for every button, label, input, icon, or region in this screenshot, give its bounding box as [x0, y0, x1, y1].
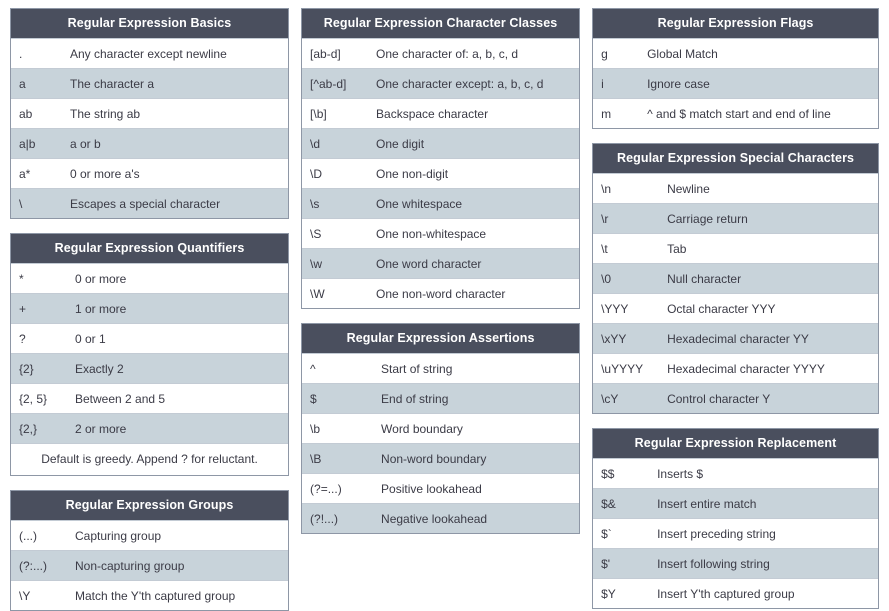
row-value: Insert following string — [657, 556, 770, 571]
table-row — [302, 38, 579, 68]
table-row — [302, 413, 579, 443]
table-row — [593, 458, 878, 488]
row-key: $' — [601, 556, 611, 571]
row-key: \W — [310, 286, 325, 301]
row-key: (?!...) — [310, 511, 339, 526]
row-key: \d — [310, 136, 321, 151]
row-key: \t — [601, 241, 608, 256]
table-row — [11, 413, 288, 443]
row-key: \b — [310, 421, 321, 436]
row-value: Match the Y'th captured group — [75, 588, 236, 603]
row-value: Insert preceding string — [657, 526, 776, 541]
row-value: 1 or more — [75, 301, 127, 316]
row-key: $` — [601, 526, 612, 541]
table-row — [593, 518, 878, 548]
row-value: Escapes a special character — [70, 196, 221, 211]
table-row — [302, 158, 579, 188]
table-row — [11, 68, 288, 98]
row-key: $Y — [601, 586, 616, 601]
row-key: . — [19, 46, 23, 61]
table-row — [302, 443, 579, 473]
table-row — [593, 98, 878, 128]
row-key: a|b — [19, 136, 36, 151]
row-value: Non-word boundary — [381, 451, 487, 466]
card-assertions — [301, 323, 580, 534]
row-key: {2, 5} — [19, 391, 48, 406]
row-key: $& — [601, 496, 616, 511]
row-key: \D — [310, 166, 323, 181]
row-value: One digit — [376, 136, 425, 151]
row-key: $ — [310, 391, 317, 406]
row-value: ^ and $ match start and end of line — [647, 106, 831, 121]
card-title: Regular Expression Groups — [11, 491, 288, 520]
row-key: a* — [19, 166, 31, 181]
row-value: Between 2 and 5 — [75, 391, 166, 406]
quantifiers-note: Default is greedy. Append ? for reluctant. — [11, 443, 288, 475]
row-key: {2} — [19, 361, 34, 376]
row-key: \B — [310, 451, 322, 466]
row-key: (...) — [19, 528, 37, 543]
table-row — [11, 263, 288, 293]
table-row — [302, 98, 579, 128]
row-key: $$ — [601, 466, 615, 481]
table-row — [593, 383, 878, 413]
table-row — [11, 293, 288, 323]
table-row — [302, 128, 579, 158]
row-key: {2,} — [19, 421, 38, 436]
row-value: One character except: a, b, c, d — [376, 76, 544, 91]
row-key: \cY — [601, 391, 619, 406]
row-key: a — [19, 76, 26, 91]
row-key: \xYY — [601, 331, 627, 346]
card-title: Regular Expression Quantifiers — [11, 234, 288, 263]
table-row — [302, 188, 579, 218]
row-value: Insert entire match — [657, 496, 757, 511]
card-title: Regular Expression Special Characters — [593, 144, 878, 173]
table-row — [302, 248, 579, 278]
row-value: One word character — [376, 256, 482, 271]
row-key: \Y — [19, 588, 31, 603]
table-row — [11, 158, 288, 188]
table-row — [593, 548, 878, 578]
column-left — [10, 8, 289, 611]
table-row — [11, 520, 288, 550]
table-row — [302, 278, 579, 308]
row-value: One non-digit — [376, 166, 449, 181]
table-row — [593, 38, 878, 68]
column-right — [592, 8, 879, 609]
card-special-characters — [592, 143, 879, 414]
row-value: 0 or more a's — [70, 166, 140, 181]
card-quantifiers — [10, 233, 289, 476]
row-key: \ — [19, 196, 23, 211]
row-value: End of string — [381, 391, 449, 406]
row-value: The character a — [70, 76, 155, 91]
table-row — [593, 293, 878, 323]
row-value: Tab — [667, 241, 687, 256]
table-row — [593, 353, 878, 383]
row-key: (?=...) — [310, 481, 342, 496]
table-row — [11, 323, 288, 353]
row-key: \r — [601, 211, 609, 226]
row-key: (?:...) — [19, 558, 48, 573]
row-key: [^ab-d] — [310, 76, 347, 91]
row-value: One non-whitespace — [376, 226, 487, 241]
table-row — [11, 128, 288, 158]
row-key: \s — [310, 196, 320, 211]
row-key: [ab-d] — [310, 46, 341, 61]
row-value: One character of: a, b, c, d — [376, 46, 519, 61]
row-key: m — [601, 106, 612, 121]
row-key: ab — [19, 106, 33, 121]
row-key: \S — [310, 226, 322, 241]
row-key: \0 — [601, 271, 612, 286]
table-row — [302, 383, 579, 413]
table-row — [593, 323, 878, 353]
row-value: One non-word character — [376, 286, 506, 301]
table-row — [11, 383, 288, 413]
card-title: Regular Expression Replacement — [593, 429, 878, 458]
row-value: Non-capturing group — [75, 558, 185, 573]
row-key: \uYYYY — [601, 361, 644, 376]
row-value: Capturing group — [75, 528, 162, 543]
row-value: Hexadecimal character YYYY — [667, 361, 825, 376]
row-value: Control character Y — [667, 391, 771, 406]
row-key: ? — [19, 331, 26, 346]
row-value: Exactly 2 — [75, 361, 124, 376]
row-value: Negative lookahead — [381, 511, 488, 526]
card-character-classes — [301, 8, 580, 309]
row-key: \w — [310, 256, 323, 271]
row-value: 0 or more — [75, 271, 127, 286]
table-row — [593, 578, 878, 608]
card-basics — [10, 8, 289, 219]
table-row — [593, 233, 878, 263]
row-value: Global Match — [647, 46, 718, 61]
table-row — [593, 203, 878, 233]
row-key: * — [19, 271, 24, 286]
table-row — [302, 503, 579, 533]
row-value: Start of string — [381, 361, 453, 376]
row-key: i — [601, 76, 604, 91]
row-key: \YYY — [601, 301, 629, 316]
row-value: Octal character YYY — [667, 301, 776, 316]
row-value: a or b — [70, 136, 101, 151]
table-row — [11, 188, 288, 218]
table-row — [11, 38, 288, 68]
table-row — [302, 353, 579, 383]
table-row — [593, 173, 878, 203]
row-value: Hexadecimal character YY — [667, 331, 809, 346]
table-row — [593, 488, 878, 518]
table-row — [593, 263, 878, 293]
row-value: Null character — [667, 271, 742, 286]
row-value: Word boundary — [381, 421, 463, 436]
row-key: [\b] — [310, 106, 327, 121]
row-value: Ignore case — [647, 76, 710, 91]
card-groups — [10, 490, 289, 611]
row-value: Inserts $ — [657, 466, 704, 481]
table-row — [11, 580, 288, 610]
row-value: 2 or more — [75, 421, 127, 436]
card-replacement — [592, 428, 879, 609]
card-flags — [592, 8, 879, 129]
card-title: Regular Expression Flags — [593, 9, 878, 38]
row-value: 0 or 1 — [75, 331, 106, 346]
card-title: Regular Expression Basics — [11, 9, 288, 38]
table-row — [302, 218, 579, 248]
table-row — [11, 353, 288, 383]
table-row — [11, 550, 288, 580]
row-value: Carriage return — [667, 211, 748, 226]
row-value: One whitespace — [376, 196, 463, 211]
row-value: Any character except newline — [70, 46, 227, 61]
row-value: The string ab — [70, 106, 141, 121]
table-row — [11, 98, 288, 128]
row-key: \n — [601, 181, 612, 196]
table-row — [593, 68, 878, 98]
row-key: ^ — [310, 361, 316, 376]
card-title: Regular Expression Character Classes — [302, 9, 579, 38]
row-key: g — [601, 46, 608, 61]
card-title: Regular Expression Assertions — [302, 324, 579, 353]
row-value: Newline — [667, 181, 710, 196]
table-row — [302, 473, 579, 503]
row-key: + — [19, 301, 27, 316]
row-value: Backspace character — [376, 106, 489, 121]
column-middle — [301, 8, 580, 534]
row-value: Positive lookahead — [381, 481, 482, 496]
row-value: Insert Y'th captured group — [657, 586, 795, 601]
table-row — [302, 68, 579, 98]
